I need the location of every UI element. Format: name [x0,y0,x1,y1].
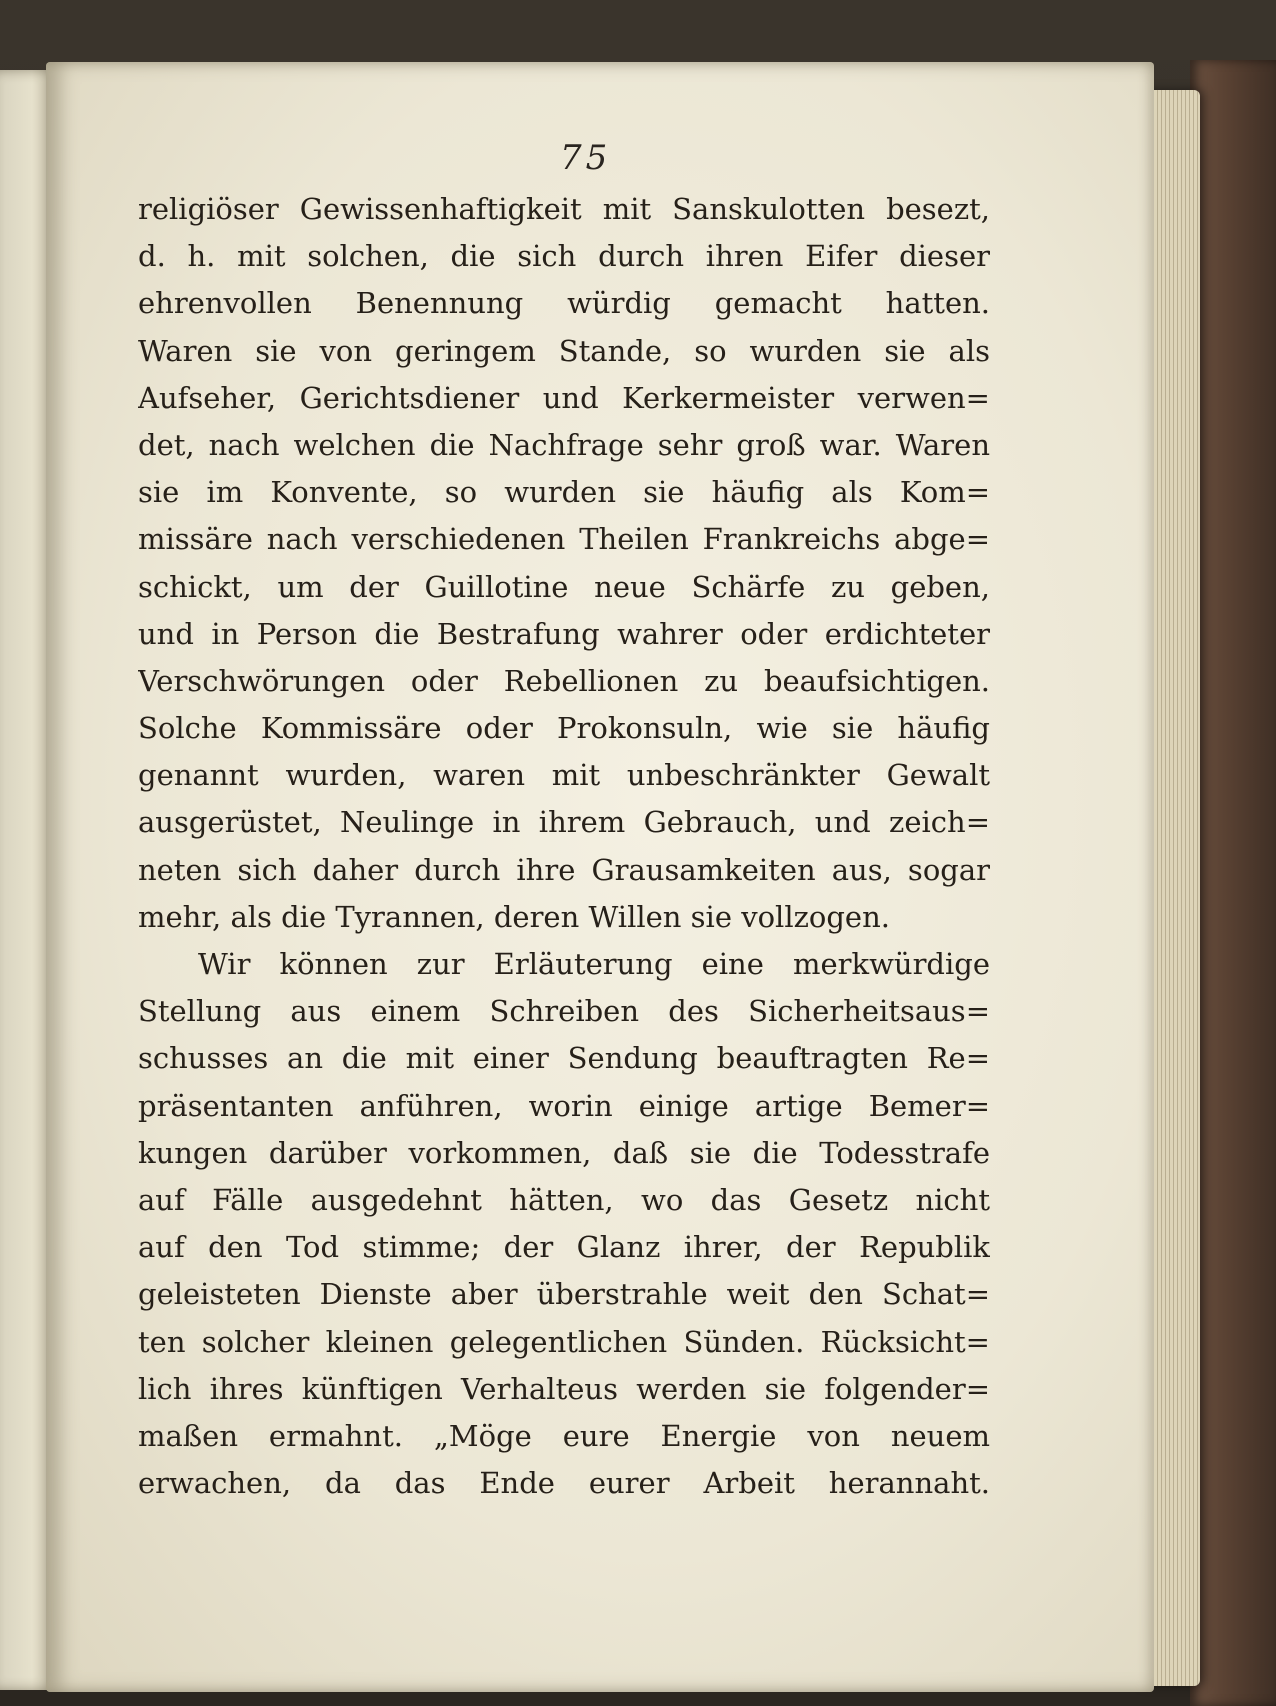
text-line: ehrenvollen Benennung würdig gemacht hatten. [138,286,990,321]
text-line: geleisteten Dienste aber überstrahle weit den Schat= [138,1277,990,1312]
text-line: maßen ermahnt. „Möge eure Energie von neuem [138,1418,990,1453]
text-line: präsentanten anführen, worin einige artige Bemer= [138,1088,990,1123]
text-line: mehr, als die Tyrannen, deren Willen sie vollzogen. [138,899,890,934]
text-line: kungen darüber vorkommen, daß sie die Todesstrafe [138,1135,990,1170]
text-line: sie im Konvente, so wurden sie häufig als Kom= [138,475,990,510]
text-line: und in Person die Bestrafung wahrer oder erdichteter [138,616,990,651]
text-line: missäre nach verschiedenen Theilen Frankreichs abge= [138,522,990,557]
text-line: lich ihres künftigen Verhalteus werden sie folgender= [138,1371,990,1406]
text-line: det, nach welchen die Nachfrage sehr groß war. Waren [138,427,990,462]
text-line: auf den Tod stimme; der Glanz ihrer, der Republik [138,1230,990,1265]
text-line: Wir können zur Erläuterung eine merkwürdige [198,947,990,981]
text-line: erwachen, da das Ende eurer Arbeit herannaht. [138,1466,990,1501]
body-text [138,186,990,1507]
book-cover-edge [1190,60,1276,1706]
text-line: Aufseher, Gerichtsdiener und Kerkermeister verwen= [138,380,990,415]
page-number: 75 [560,138,612,178]
text-line: religiöser Gewissenhaftigkeit mit Sanskulotten besezt, [138,192,990,226]
text-line: schusses an die mit einer Sendung beauftragten Re= [138,1041,990,1076]
text-line: genannt wurden, waren mit unbeschränkter Gewalt [138,758,990,793]
text-line: schickt, um der Guillotine neue Schärfe zu geben, [138,569,990,604]
text-line: Stellung aus einem Schreiben des Sicherheitsaus= [138,994,990,1029]
text-line: auf Fälle ausgedehnt hätten, wo das Gesetz nicht [138,1182,990,1217]
text-line: ausgerüstet, Neulinge in ihrem Gebrauch, und zeich= [138,805,990,840]
text-line: ten solcher kleinen gelegentlichen Sünden. Rücksicht= [138,1324,990,1359]
text-line: neten sich daher durch ihre Grausamkeiten aus, sogar [138,852,990,887]
text-line: Solche Kommissäre oder Prokonsuln, wie sie häufig [138,711,990,746]
text-line: d. h. mit solchen, die sich durch ihren Eifer dieser [138,239,990,274]
text-line: Verschwörungen oder Rebellionen zu beaufsichtigen. [138,663,990,698]
text-line: Waren sie von geringem Stande, so wurden sie als [138,333,990,368]
